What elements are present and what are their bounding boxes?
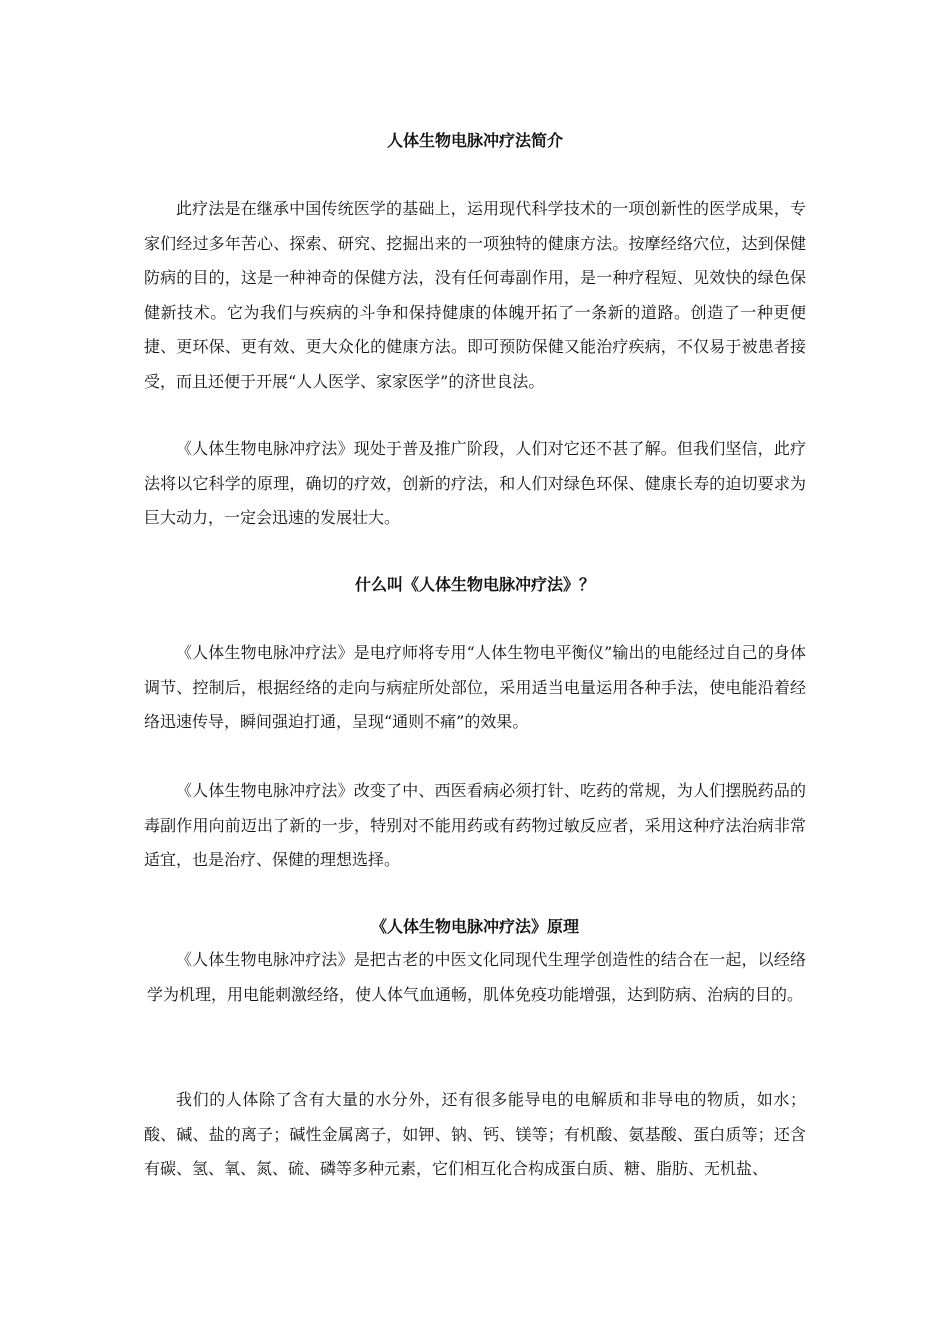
section-heading-what-is: 什么叫《人体生物电脉冲疗法》？ xyxy=(354,575,595,594)
intro-paragraph-1: 此疗法是在继承中国传统医学的基础上，运用现代科学技术的一项创新性的医学成果，专家们经过多年苦心、探索、研究、挖掘出来的一项独特的健康方法。按摩经络穴位，达到保健防病的目的，这是一种神奇的保健方法，没有任何毒副作用，是一种疗程短、见效快的绿色保健新技术。它为我们与疾病的斗争和保持健康的体魄开拓了一条新的道路。创造了一种更便捷、更环保、更有效、更大众化的健康方法。即可预防保健又能治疗疾病，不仅易于被患者接受，而且还便于开展“人人医学、家家医学”的济世良法。 xyxy=(144,199,806,391)
document-title: 人体生物电脉冲疗法简介 xyxy=(386,131,563,150)
section1-paragraph-2: 《人体生物电脉冲疗法》改变了中、西医看病必须打针、吃药的常规，为人们摆脱药品的毒副作用向前迈出了新的一步，特别对不能用药或有药物过敏反应者，采用这种疗法治病非常适宜，也是治疗、保健的理想选择。 xyxy=(144,781,806,869)
section2-paragraph-1: 《人体生物电脉冲疗法》是把古老的中医文化同现代生理学创造性的结合在一起，以经络学为机理，用电能刺激经络，使人体气血通畅，肌体免疫功能增强，达到防病、治病的目的。 xyxy=(146,950,806,1004)
section1-paragraph-1: 《人体生物电脉冲疗法》是电疗师将专用“人体生物电平衡仪”输出的电能经过自己的身体调节、控制后，根据经络的走向与病症所处部位，采用适当电量运用各种手法，使电能沿着经络迅速传导，瞬间强迫打通，呈现“通则不痛”的效果。 xyxy=(144,643,806,731)
section-heading-principle: 《人体生物电脉冲疗法》原理 xyxy=(370,917,579,936)
section2-paragraph-2: 我们的人体除了含有大量的水分外，还有很多能导电的电解质和非导电的物质，如水；酸、碱、盐的离子；碱性金属离子，如钾、钠、钙、镁等；有机酸、氨基酸、蛋白质等；还含有碳、氢、氧、氮、硫、磷等多种元素，它们相互化合构成蛋白质、糖、脂肪、无机盐、 xyxy=(144,1090,806,1178)
intro-paragraph-2: 《人体生物电脉冲疗法》现处于普及推广阶段，人们对它还不甚了解。但我们坚信，此疗法将以它科学的原理，确切的疗效，创新的疗法，和人们对绿色环保、健康长寿的迫切要求为巨大动力，一定会迅速的发展壮大。 xyxy=(144,439,806,527)
